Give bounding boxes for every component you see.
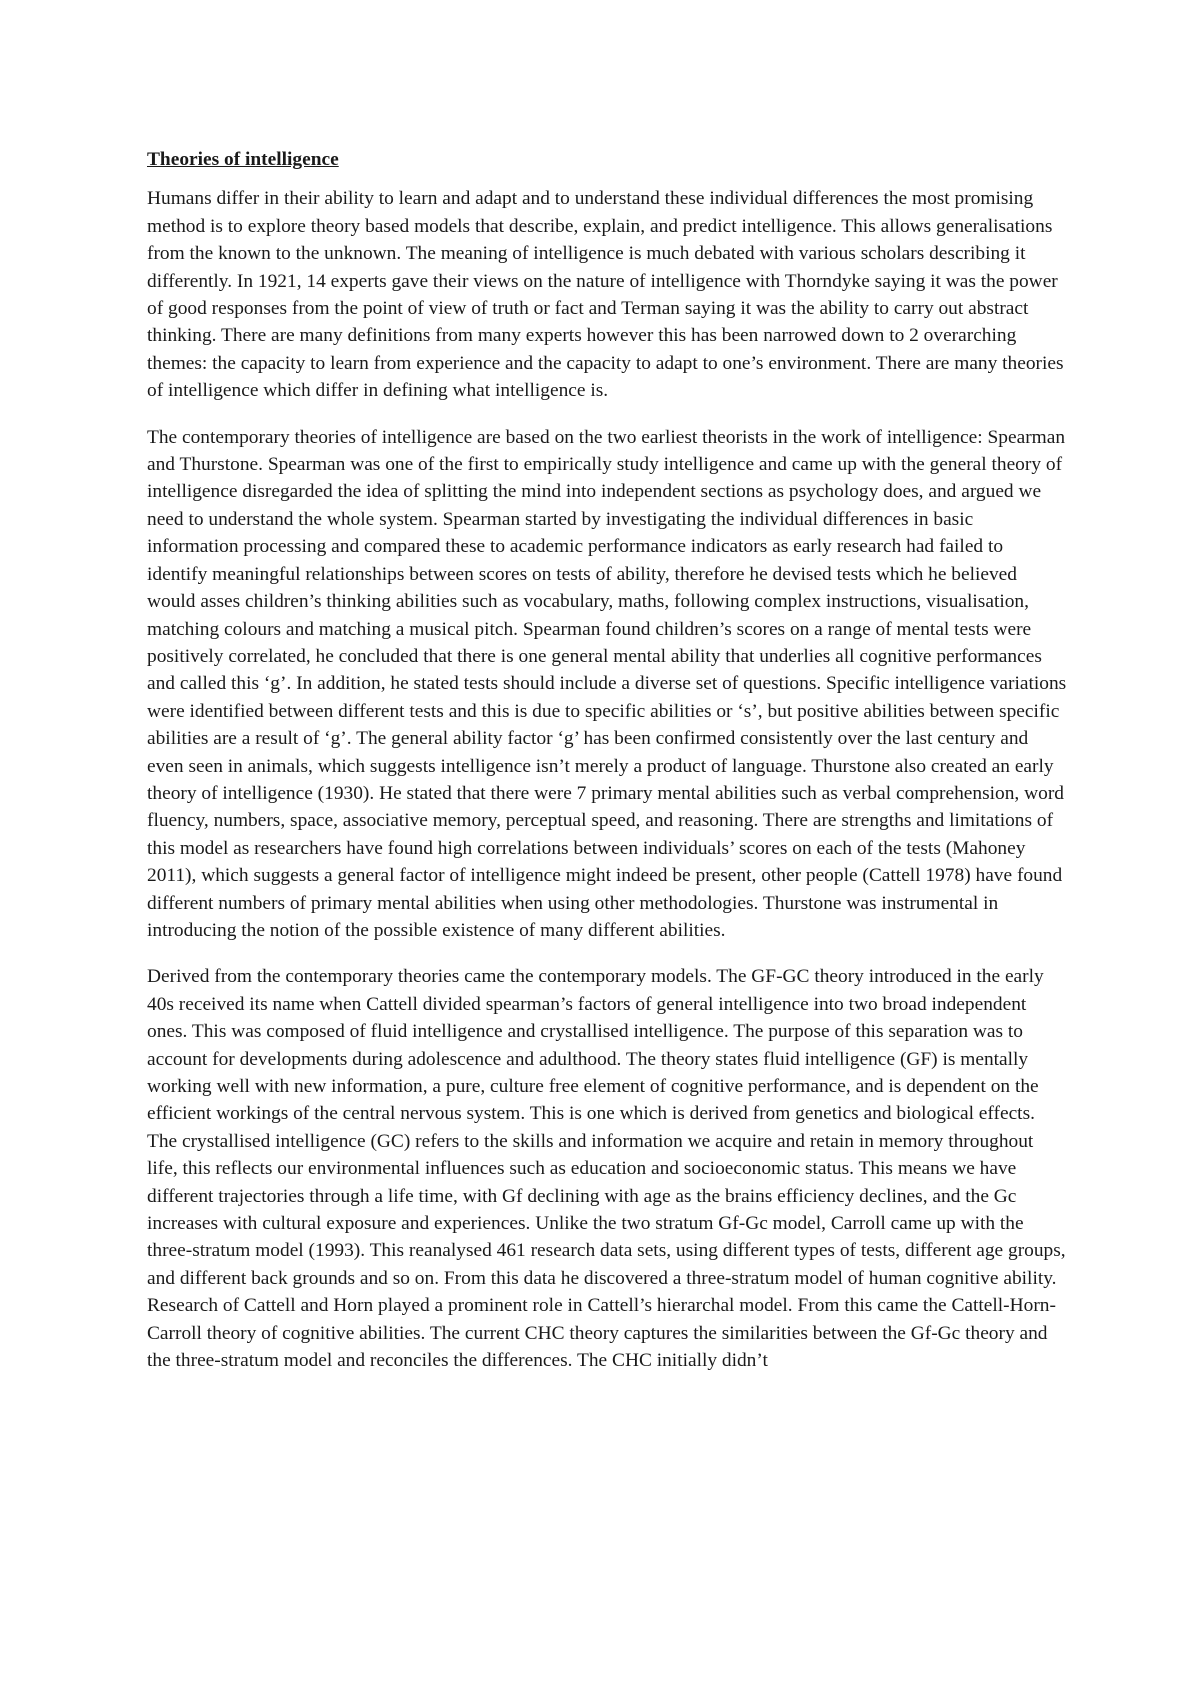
document-title: Theories of intelligence [147, 149, 339, 170]
paragraph-contemporary-models: Derived from the contemporary theories came the contemporary models. The GF-GC theory introduced in the early 40s received its name when Cattell divided spearman’s factors of general intelligence into two broad independent ones. This was composed of fluid intelligence and crystallised intelligence. The purpose of this separation was to account for developments during adolescence and adulthood. The theory states fluid intelligence (GF) is mentally working well with new information, a pure, culture free element of cognitive performance, and is dependent on the efficient workings of the central nervous system. This is one which is derived from genetics and biological effects. The crystallised intelligence (GC) refers to the skills and information we acquire and retain in memory throughout life, this reflects our environmental influences such as education and socioeconomic status. This means we have different trajectories through a life time, with Gf declining with age as the brains efficiency declines, and the Gc increases with cultural exposure and experiences. Unlike the two stratum Gf-Gc model, Carroll came up with the three-stratum model (1993). This reanalysed 461 research data sets, using different types of tests, different age groups, and different back grounds and so on. From this data he discovered a three-stratum model of human cognitive ability. Research of Cattell and Horn played a prominent role in Cattell’s hierarchal model. From this came the Cattell-Horn-Carroll theory of cognitive abilities. The current CHC theory captures the similarities between the Gf-Gc theory and the three-stratum model and reconciles the differences. The CHC initially didn’t [147, 966, 1066, 1372]
paragraph-contemporary-theories: The contemporary theories of intelligence are based on the two earliest theorists in the work of intelligence: Spearman and Thurstone. Spearman was one of the first to empirically study intelligence and came up with the general theory of intelligence disregarded the idea of splitting the mind into independent sections as psychology does, and argued we need to understand the whole system. Spearman started by investigating the individual differences in basic information processing and compared these to academic performance indicators as early research had failed to identify meaningful relationships between scores on tests of ability, therefore he devised tests which he believed would asses children’s thinking abilities such as vocabulary, maths, following complex instructions, visualisation, matching colours and matching a musical pitch. Spearman found children’s scores on a range of mental tests were positively correlated, he concluded that there is one general mental ability that underlies all cognitive performances and called this ‘g’. In addition, he stated tests should include a diverse set of questions. Specific intelligence variations were identified between different tests and this is due to specific abilities or ‘s’, but positive abilities between specific abilities are a result of ‘g’. The general ability factor ‘g’ has been confirmed consistently over the last century and even seen in animals, which suggests intelligence isn’t merely a product of language. Thurstone also created an early theory of intelligence (1930). He stated that there were 7 primary mental abilities such as verbal comprehension, word fluency, numbers, space, associative memory, perceptual speed, and reasoning. There are strengths and limitations of this model as researchers have found high correlations between individuals’ scores on each of the tests (Mahoney 2011), which suggests a general factor of intelligence might indeed be present, other people (Cattell 1978) have found different numbers of primary mental abilities when using other methodologies. Thurstone was instrumental in introducing the notion of the possible existence of many different abilities. [147, 426, 1067, 941]
document-body [147, 146, 1067, 1393]
paragraph-intro: Humans differ in their ability to learn and adapt and to understand these individual differences the most promising method is to explore theory based models that describe, explain, and predict intelligence. This allows generalisations from the known to the unknown. The meaning of intelligence is much debated with various scholars describing it differently. In 1921, 14 experts gave their views on the nature of intelligence with Thorndyke saying it was the power of good responses from the point of view of truth or fact and Terman saying it was the ability to carry out abstract thinking. There are many definitions from many experts however this has been narrowed down to 2 overarching themes: the capacity to learn from experience and the capacity to adapt to one’s environment. There are many theories of intelligence which differ in defining what intelligence is. [147, 188, 1064, 402]
